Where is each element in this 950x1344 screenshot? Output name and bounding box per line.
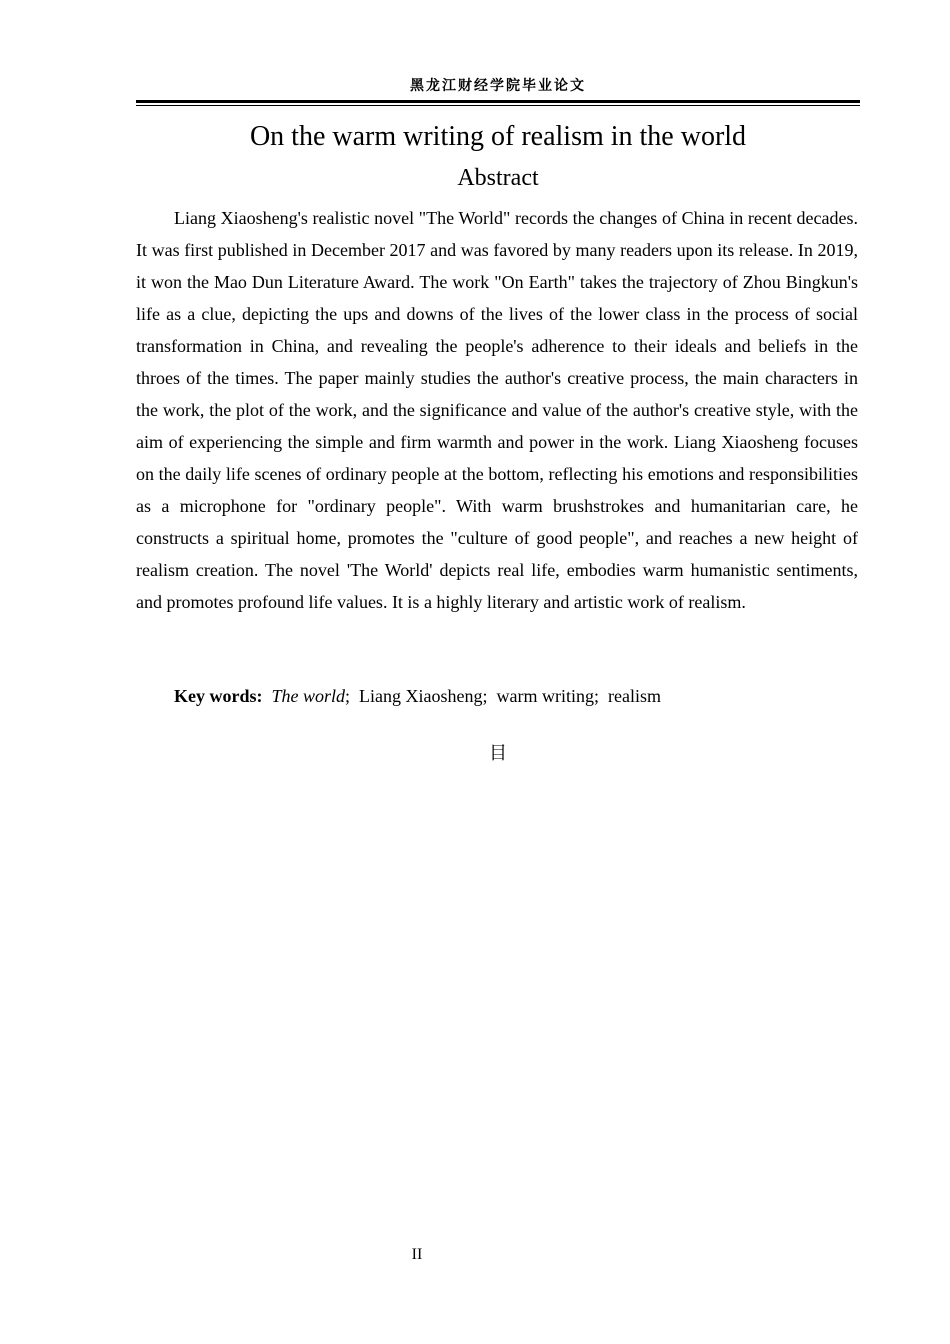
- keyword-item: Liang Xiaosheng: [359, 686, 483, 706]
- header-rule-thin: [136, 105, 860, 106]
- page-number: II: [411, 1246, 423, 1263]
- keyword-separator: ;: [482, 686, 488, 706]
- header-rule: [136, 100, 860, 103]
- abstract-heading: Abstract: [457, 165, 539, 191]
- keyword-separator: ;: [345, 686, 351, 706]
- paper-title: On the warm writing of realism in the world: [249, 121, 747, 152]
- toc-heading: 目: [489, 743, 507, 764]
- keyword-separator: ;: [594, 686, 600, 706]
- keywords-label: Key words:: [174, 686, 263, 706]
- keywords-line: [174, 680, 661, 712]
- keyword-item: warm writing: [496, 686, 594, 706]
- abstract-body: Liang Xiaosheng's realistic novel "The World" records the changes of China in recent decades. It was first published in December 2017 and was favored by many readers upon its release. In 2019, it won the Mao Dun Literature Award. The work "On Earth" takes the trajectory of Zhou Bingkun's life as a clue, depicting the ups and downs of the lives of the lower class in the process of social transformation in China, and revealing the people's adherence to their ideals and beliefs in the throes of the times. The paper mainly studies the author's creative process, the main characters in the work, the plot of the work, and the significance and value of the author's creative style, with the aim of experiencing the simple and firm warmth and power in the work. Liang Xiaosheng focuses on the daily life scenes of ordinary people at the bottom, reflecting his emotions and responsibilities as a microphone for "ordinary people". With warm brushstrokes and humanitarian care, he constructs a spiritual home, promotes the "culture of good people", and reaches a new height of realism creation. The novel 'The World' depicts real life, embodies warm humanistic sentiments, and promotes profound life values. It is a highly literary and artistic work of realism.: [136, 208, 858, 612]
- keyword-item: The world: [271, 686, 346, 706]
- running-header: 黑龙江财经学院毕业论文: [410, 78, 586, 94]
- keyword-item: realism: [608, 686, 661, 706]
